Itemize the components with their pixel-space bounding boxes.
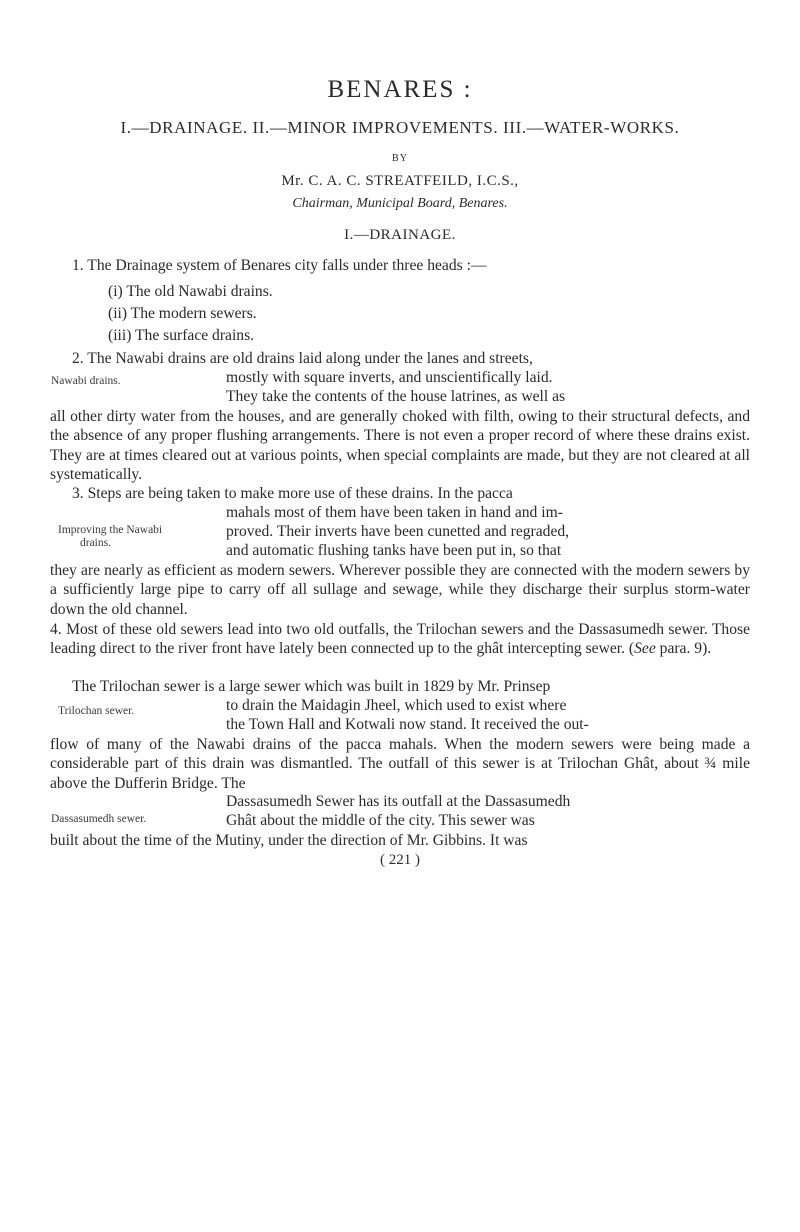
trilochan-indented-line: the Town Hall and Kotwali now stand. It received the out- (226, 716, 589, 733)
para2-first-line: 2. The Nawabi drains are old drains laid along under the lanes and streets, (72, 350, 533, 367)
margin-note-line: Improving the Nawabi (58, 524, 163, 536)
dassa-body: built about the time of the Mutiny, under the direction of Mr. Gibbins. It was (50, 832, 528, 849)
para3-first-line: 3. Steps are being taken to make more use of these drains. In the pacca (72, 485, 513, 502)
byline-label: BY (392, 153, 408, 164)
document-title: BENARES : (327, 76, 473, 103)
list-item: (i) The old Nawabi drains. (108, 283, 273, 300)
para2-body: all other dirty water from the houses, and are generally choked with filth, owing to their structural defects, and the absence of any proper flushing arrangements. There is not even a proper record of where these drains exist. They are at times cleared out at various points, when special complaints are made, but they are not cleared at all systematically. (50, 408, 750, 483)
margin-note-improving (58, 524, 162, 550)
para3-indented-line: mahals most of them have been taken in hand and im- (226, 504, 563, 521)
margin-note-line: drains. (80, 537, 111, 549)
dassa-indented-line: Ghât about the middle of the city. This sewer was (226, 812, 535, 829)
para3-indented-line: and automatic flushing tanks have been put in, so that (226, 542, 562, 559)
author-role: Chairman, Municipal Board, Benares. (292, 196, 508, 211)
trilochan-first-line: The Trilochan sewer is a large sewer which was built in 1829 by Mr. Prinsep (72, 678, 551, 695)
list-item: (ii) The modern sewers. (108, 305, 257, 322)
margin-note-nawabi: Nawabi drains. (51, 375, 121, 387)
page-number: ( 221 ) (380, 852, 420, 868)
document-subheading: I.—DRAINAGE. II.—MINOR IMPROVEMENTS. III.—WATER-WORKS. (120, 118, 680, 137)
para4-body (50, 620, 750, 659)
dassa-indented-line: Dassasumedh Sewer has its outfall at the Dassasumedh (226, 793, 571, 810)
para3-indented-line: proved. Their inverts have been cunetted and regraded, (226, 523, 570, 540)
margin-note-dassasumedh: Dassasumedh sewer. (51, 813, 147, 825)
list-item: (iii) The surface drains. (108, 327, 255, 344)
para1-intro: 1. The Drainage system of Benares city falls under three heads :— (72, 257, 487, 274)
author-name: Mr. C. A. C. STREATFEILD, I.C.S., (281, 173, 519, 189)
para3-body: they are nearly as efficient as modern sewers. Wherever possible they are connected with the modern sewers by a sufficiently large pipe to carry off all sullage and sewage, while they discharge their surplus storm-water down the old channel. (50, 562, 750, 618)
trilochan-indented-line: to drain the Maidagin Jheel, which used to exist where (226, 697, 567, 714)
para4-text: 4. Most of these old sewers lead into two old outfalls, the Trilochan sewers and the Dassasumedh sewer. Those leading direct to the river front have lately been connected up to the ghât intercepting sewer. (See para. 9). (50, 621, 750, 658)
trilochan-body: flow of many of the Nawabi drains of the pacca mahals. When the modern sewers were being made a considerable part of this drain was dismantled. The outfall of this sewer is at Trilochan Ghât, about ¾ mile above the Dufferin Bridge. The (50, 736, 750, 792)
see-reference: See (634, 640, 656, 658)
para2-indented-line: They take the contents of the house latrines, as well as (226, 388, 566, 405)
para2-indented-line: mostly with square inverts, and unscientifically laid. (226, 369, 553, 386)
section-title: I.—DRAINAGE. (344, 227, 456, 243)
margin-note-trilochan: Trilochan sewer. (58, 705, 135, 717)
